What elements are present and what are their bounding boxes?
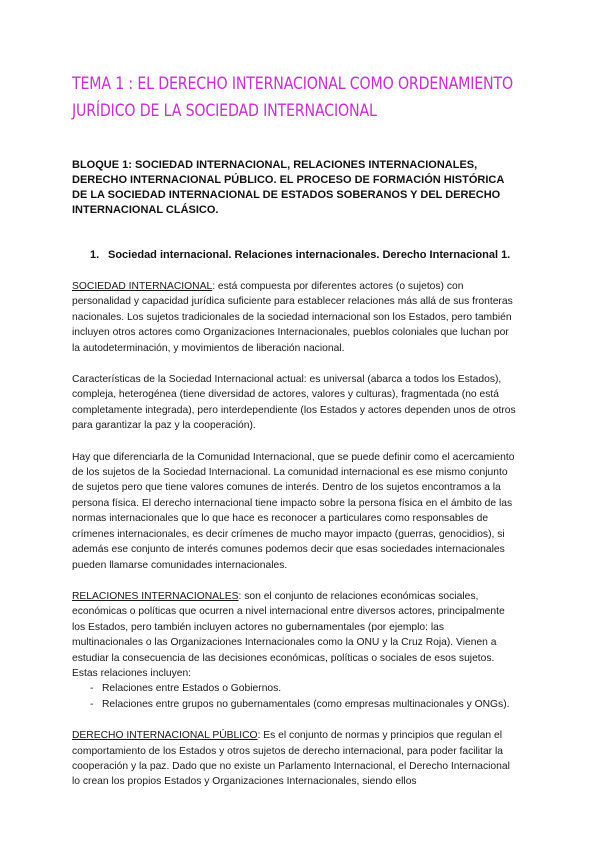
paragraph-caracteristicas: Características de la Sociedad Internacional actual: es universal (abarca a todos los Estados), compleja, heterogénea (tiene diversidad de actores, valores y culturas), fragmentada (no está completamente integrada), pero interdependiente (los Estados y actores dependen unos de otros para garantizar la paz y la cooperación). <box>72 374 516 432</box>
list-bullet: - <box>90 683 94 695</box>
section-heading <box>72 248 516 263</box>
list-item-text: Relaciones entre Estados o Gobiernos. <box>102 683 282 695</box>
term-derecho-internacional-publico: DERECHO INTERNACIONAL PÚBLICO <box>72 730 258 742</box>
paragraph-comunidad-internacional: Hay que diferenciarla de la Comunidad Internacional, que se puede definir como el acercamiento de los sujetos de la Sociedad Internacional. La comunidad internacional es ese mismo conjunto de sujetos pero que tiene valores comunes de interés. Dentro de los sujetos encontramos a la persona física. El derecho internacional tiene impacto sobre la persona física en el ámbito de las normas internacionales que lo que hace es reconocer a particulares como responsables de crímenes internacionales, es decir crímenes de mucho mayor impacto (guerras, genocidios), si además ese conjunto de interés comunes podemos decir que esas sociedades internacionales pueden llamarse comunidades internacionales. <box>72 451 515 571</box>
paragraph-relaciones-internacionales <box>72 589 516 681</box>
paragraph-text: : Es el conjunto de normas y principios que regulan el comportamiento de los Estados y otros sujetos de derecho internacional, para poder facilitar la cooperación y la paz. Dado que no existe un Parlamento Internacional, el Derecho Internacional lo crean los propios Estados y Organizaciones Internacionales, siendo ellos <box>72 730 510 788</box>
section-title: Sociedad internacional. Relaciones internacionales. Derecho Internacional 1. <box>108 249 511 261</box>
paragraph-derecho-internacional-publico <box>72 728 516 790</box>
section-number: 1. <box>90 249 100 261</box>
paragraph-text: : está compuesta por diferentes actores (o sujetos) con personalidad y capacidad jurídica suficiente para establecer relaciones más allá de sus fronteras nacionales. Los sujetos tradicionales de la sociedad internacional son los Estados, pero también incluyen otros actores como Organizaciones Internacionales, pueblos coloniales que luchan por la autodeterminación, y movimientos de liberación nacional. <box>72 281 513 354</box>
list-bullet: - <box>90 698 94 710</box>
paragraph-sociedad-internacional <box>72 279 516 356</box>
document-title: TEMA 1 : EL DERECHO INTERNACIONAL COMO ORDENAMIENTO JURÍDICO DE LA SOCIEDAD INTERNACIONAL <box>72 74 513 120</box>
paragraph-text: : son el conjunto de relaciones económicas sociales, económicas o políticas que ocurren a nivel internacional entre diversos actores, principalmente los Estados, pero también incluyen actores no gubernamentales (por ejemplo: las multinacionales o las Organizaciones Internacionales como la ONU y la Cruz Roja). Vienen a estudiar la consecuencia de las decisiones económicas, políticas o sociales de esos sujetos. Estas relaciones incluyen: <box>72 590 505 679</box>
relaciones-list <box>72 681 516 712</box>
list-item-text: Relaciones entre grupos no gubernamentales (como empresas multinacionales y ONGs). <box>102 698 510 710</box>
list-item <box>72 681 516 696</box>
term-relaciones-internacionales: RELACIONES INTERNACIONALES <box>72 590 239 602</box>
term-sociedad-internacional: SOCIEDAD INTERNACIONAL <box>72 281 213 292</box>
list-item <box>72 697 516 712</box>
block-heading: BLOQUE 1: SOCIEDAD INTERNACIONAL, RELACIONES INTERNACIONALES, DERECHO INTERNACIONAL PÚBLICO. EL PROCESO DE FORMACIÓN HISTÓRICA DE LA SOCIEDAD INTERNACIONAL DE ESTADOS SOBERANOS Y DEL DERECHO INTERNACIONAL CLÁSICO. <box>72 159 504 216</box>
